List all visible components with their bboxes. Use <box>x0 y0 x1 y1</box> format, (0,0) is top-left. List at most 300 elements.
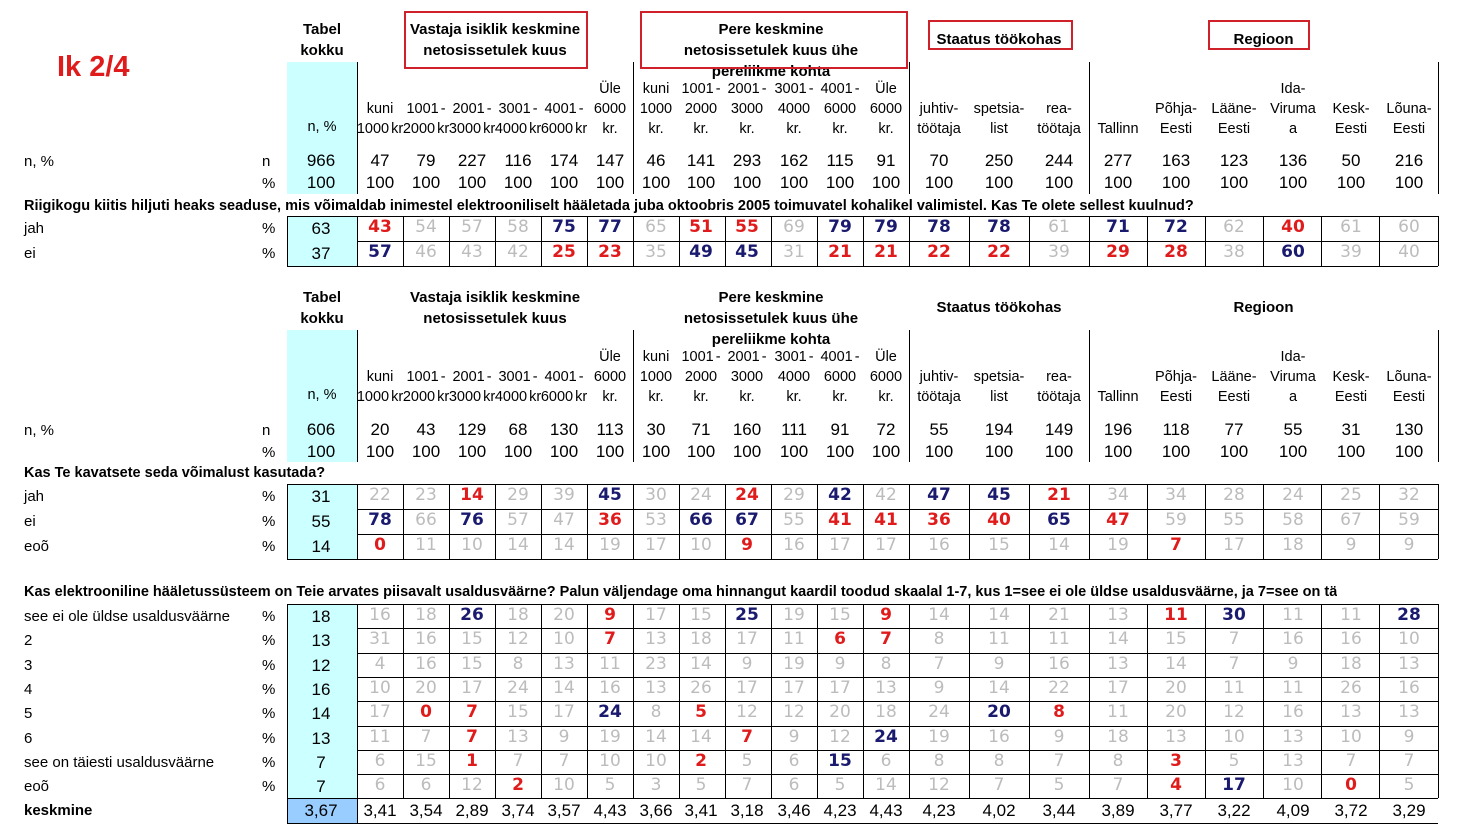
total-subheader: n, % <box>307 119 337 135</box>
pct-value: 100 <box>871 442 901 461</box>
cell-value: 20 <box>1165 702 1187 723</box>
row-total: 63 <box>311 219 331 238</box>
cell-value: 6 <box>788 750 800 771</box>
cell-value: 18 <box>875 702 897 723</box>
row-label: see ei ole üldse usaldusväärne <box>24 608 230 625</box>
n-label: n, % <box>24 153 55 170</box>
row-line <box>287 559 357 560</box>
cell-value: 39 <box>1340 242 1362 262</box>
cell-value: 2 <box>695 750 707 771</box>
mean-value: 3,66 <box>639 801 673 821</box>
row-unit: % <box>262 488 276 505</box>
cell-value: 9 <box>741 535 753 555</box>
cell-value: 65 <box>1047 510 1071 530</box>
cell-value: 7 <box>1112 775 1124 796</box>
col-line <box>287 798 288 822</box>
cell-value: 7 <box>558 750 570 771</box>
cell-value: 5 <box>1403 775 1415 796</box>
n-value: 91 <box>830 420 850 439</box>
n-value: 216 <box>1394 151 1424 170</box>
cell-value: 12 <box>736 702 758 723</box>
n-value: 55 <box>1283 420 1303 439</box>
mean-value: 3,77 <box>1159 801 1193 821</box>
n-value: 31 <box>1341 420 1361 439</box>
cell-value: 78 <box>368 510 392 530</box>
mean-value: 4,23 <box>823 801 857 821</box>
cell-value: 55 <box>735 217 759 237</box>
cell-value: 22 <box>987 242 1011 262</box>
n-value: 43 <box>416 420 436 439</box>
cell-value: 58 <box>1282 510 1304 530</box>
cell-value: 28 <box>1223 485 1245 505</box>
row-label: 4 <box>24 680 33 698</box>
group-header-3: Regioon <box>1233 31 1294 48</box>
cell-value: 41 <box>874 510 898 530</box>
pct-value: 100 <box>825 442 855 461</box>
n-value: 196 <box>1103 420 1133 439</box>
column-header: Kesk- Eesti <box>1332 369 1370 405</box>
cell-value: 11 <box>1164 605 1188 625</box>
cell-value: 25 <box>552 242 576 262</box>
cell-value: 57 <box>507 510 529 530</box>
cell-value: 11 <box>369 726 391 747</box>
page-label: Ik 2/4 <box>57 51 130 83</box>
row-unit: % <box>262 705 276 723</box>
col-line <box>1438 604 1439 798</box>
n-label: n, % <box>24 422 55 439</box>
column-header: 4001 - 6000 kr <box>540 369 588 405</box>
n-value: 116 <box>504 151 532 170</box>
group-header-3: Regioon <box>1233 299 1294 316</box>
cell-value: 5 <box>834 775 846 796</box>
cell-value: 24 <box>690 485 712 505</box>
pct-value: 100 <box>365 442 395 461</box>
column-header: spetsia- list <box>973 101 1025 137</box>
pct-value: 100 <box>1336 442 1366 461</box>
row-line <box>357 559 1438 560</box>
row-line <box>357 266 1438 267</box>
col-line <box>969 216 970 266</box>
cell-value: 18 <box>507 605 529 625</box>
cell-value: 36 <box>598 510 622 530</box>
cell-value: 60 <box>1281 242 1305 262</box>
col-line <box>1029 216 1030 266</box>
pct-value: 100 <box>1161 173 1191 192</box>
cell-value: 10 <box>690 535 712 555</box>
column-header: 1001 - 2000 kr. <box>681 81 721 137</box>
pct-unit: % <box>262 175 276 192</box>
cell-value: 7 <box>741 775 753 796</box>
cell-value: 10 <box>369 677 391 698</box>
cell-value: 77 <box>598 217 622 237</box>
header-col-line <box>1438 62 1439 194</box>
pct-value: 100 <box>549 173 579 192</box>
cell-value: 13 <box>1398 653 1420 674</box>
n-value: 162 <box>779 151 809 170</box>
cell-value: 5 <box>695 702 707 723</box>
cell-value: 26 <box>690 677 712 698</box>
group-header-2: Staatus töökohas <box>936 299 1062 316</box>
cell-value: 17 <box>461 677 483 698</box>
n-value: 141 <box>686 151 716 170</box>
row-label: eoõ <box>24 778 50 796</box>
cell-value: 17 <box>736 629 758 650</box>
cell-value: 40 <box>1398 242 1420 262</box>
n-value: 20 <box>370 420 390 439</box>
mean-value: 3,29 <box>1392 801 1426 821</box>
cell-value: 7 <box>604 629 616 650</box>
cell-value: 25 <box>735 605 759 625</box>
cell-value: 62 <box>1223 217 1245 237</box>
cell-value: 42 <box>507 242 529 262</box>
cell-value: 7 <box>466 726 478 747</box>
column-header: Ida- Viruma a <box>1270 81 1316 137</box>
cell-value: 28 <box>1397 605 1421 625</box>
pct-value: 100 <box>365 173 395 192</box>
cell-value: 5 <box>1228 750 1240 771</box>
cell-value: 16 <box>928 535 950 555</box>
pct-value: 100 <box>503 173 533 192</box>
mean-label: keskmine <box>24 802 93 820</box>
column-header: kuni 1000 kr. <box>639 349 673 405</box>
cell-value: 18 <box>690 629 712 650</box>
mean-value: 3,57 <box>547 801 581 821</box>
cell-value: 59 <box>1165 510 1187 530</box>
pct-value: 100 <box>1103 173 1133 192</box>
col-line <box>287 604 288 798</box>
cell-value: 53 <box>645 510 667 530</box>
pct-value: 100 <box>871 173 901 192</box>
n-value: 130 <box>549 420 579 439</box>
cell-value: 19 <box>599 726 621 747</box>
n-value: 79 <box>416 151 436 170</box>
cell-value: 22 <box>927 242 951 262</box>
cell-value: 9 <box>1403 535 1415 555</box>
cell-value: 36 <box>927 510 951 530</box>
cell-value: 12 <box>461 775 483 796</box>
cell-value: 4 <box>374 653 386 674</box>
cell-value: 17 <box>645 535 667 555</box>
cell-value: 20 <box>553 605 575 625</box>
n-value: 77 <box>1224 420 1244 439</box>
cell-value: 31 <box>783 242 805 262</box>
cell-value: 71 <box>1106 217 1130 237</box>
n-value: 130 <box>1394 420 1424 439</box>
cell-value: 9 <box>604 605 616 625</box>
row-total: 7 <box>316 777 326 797</box>
cell-value: 13 <box>1107 653 1129 674</box>
cell-value: 23 <box>645 653 667 674</box>
mean-value: 3,89 <box>1101 801 1135 821</box>
pct-value: 100 <box>1044 173 1074 192</box>
column-header: 3001 - 4000 kr. <box>774 349 814 405</box>
mean-value: 4,02 <box>982 801 1016 821</box>
n-value: 111 <box>781 420 807 439</box>
cell-value: 41 <box>828 510 852 530</box>
cell-value: 9 <box>1287 653 1299 674</box>
cell-value: 42 <box>875 485 897 505</box>
cell-value: 9 <box>1053 726 1065 747</box>
column-header: kuni 1000 kr <box>356 101 404 137</box>
row-label: see on täiesti usaldusväärne <box>24 753 215 771</box>
cell-value: 13 <box>507 726 529 747</box>
col-line <box>969 604 970 798</box>
n-value: 47 <box>370 151 390 170</box>
cell-value: 0 <box>420 702 432 723</box>
col-line <box>1321 216 1322 266</box>
cell-value: 17 <box>875 535 897 555</box>
row-line <box>287 266 357 267</box>
cell-value: 10 <box>553 629 575 650</box>
row-label: 6 <box>24 729 33 747</box>
cell-value: 10 <box>645 750 667 771</box>
cell-value: 17 <box>783 677 805 698</box>
cell-value: 7 <box>1403 750 1415 771</box>
cell-value: 7 <box>1053 750 1065 771</box>
column-header: Põhja- Eesti <box>1155 101 1197 137</box>
cell-value: 5 <box>604 775 616 796</box>
n-value: 70 <box>929 151 949 170</box>
cell-value: 18 <box>1107 726 1129 747</box>
column-header: 3001 - 4000 kr <box>494 101 542 137</box>
cell-value: 24 <box>874 726 898 747</box>
cell-value: 13 <box>645 629 667 650</box>
cell-value: 57 <box>461 217 483 237</box>
n-value: 91 <box>876 151 896 170</box>
total-subheader: n, % <box>307 387 337 403</box>
row-unit: % <box>262 753 276 771</box>
cell-value: 8 <box>1112 750 1124 771</box>
cell-value: 40 <box>987 510 1011 530</box>
cell-value: 29 <box>783 485 805 505</box>
pct-value: 100 <box>1103 442 1133 461</box>
cell-value: 11 <box>415 535 437 555</box>
cell-value: 17 <box>645 605 667 625</box>
pct-value: 100 <box>686 442 716 461</box>
cell-value: 47 <box>927 485 951 505</box>
column-header: Põhja- Eesti <box>1155 369 1197 405</box>
cell-value: 19 <box>928 726 950 747</box>
row-unit: % <box>262 245 276 262</box>
column-header: rea- töötaja <box>1037 101 1081 137</box>
cell-value: 65 <box>645 217 667 237</box>
mean-value: 3,72 <box>1334 801 1368 821</box>
mean-value: 3,41 <box>363 801 397 821</box>
highlight-box <box>928 20 1073 50</box>
row-label: jah <box>24 488 45 505</box>
cell-value: 15 <box>988 535 1010 555</box>
row-label: 5 <box>24 705 33 723</box>
row-label: 2 <box>24 632 33 650</box>
mean-value: 3,22 <box>1217 801 1251 821</box>
cell-value: 16 <box>1398 677 1420 698</box>
row-line <box>287 216 357 217</box>
cell-value: 7 <box>420 726 432 747</box>
pct-total: 100 <box>306 173 336 192</box>
mean-value: 3,18 <box>730 801 764 821</box>
row-unit: % <box>262 608 276 625</box>
cell-value: 78 <box>987 217 1011 237</box>
total-header: Tabel kokku <box>300 289 344 327</box>
cell-value: 7 <box>741 726 753 747</box>
column-header: juhtiv- töötaja <box>917 369 961 405</box>
pct-value: 100 <box>457 442 487 461</box>
pct-value: 100 <box>1044 442 1074 461</box>
cell-value: 16 <box>415 629 437 650</box>
cell-value: 14 <box>928 605 950 625</box>
cell-value: 9 <box>558 726 570 747</box>
cell-value: 5 <box>695 775 707 796</box>
cell-value: 79 <box>874 217 898 237</box>
row-unit: % <box>262 729 276 747</box>
mean-value: 4,23 <box>922 801 956 821</box>
cell-value: 18 <box>1340 653 1362 674</box>
cell-value: 25 <box>1340 485 1362 505</box>
row-total: 37 <box>311 244 331 263</box>
cell-value: 10 <box>553 775 575 796</box>
cell-value: 45 <box>735 242 759 262</box>
n-value: 71 <box>691 420 711 439</box>
cell-value: 10 <box>1223 726 1245 747</box>
cell-value: 15 <box>461 653 483 674</box>
cell-value: 15 <box>507 702 529 723</box>
pct-value: 100 <box>779 442 809 461</box>
cell-value: 12 <box>928 775 950 796</box>
cell-value: 61 <box>1340 217 1362 237</box>
cell-value: 21 <box>1047 485 1071 505</box>
column-header: Lõuna- Eesti <box>1386 101 1432 137</box>
n-value: 115 <box>826 151 854 170</box>
cell-value: 47 <box>553 510 575 530</box>
column-header: Üle 6000 kr. <box>593 81 627 137</box>
row-total: 16 <box>311 679 331 699</box>
cell-value: 15 <box>461 629 483 650</box>
pct-value: 100 <box>1278 442 1308 461</box>
cell-value: 10 <box>1398 629 1420 650</box>
cell-value: 43 <box>461 242 483 262</box>
cell-value: 9 <box>788 726 800 747</box>
pct-value: 100 <box>503 442 533 461</box>
cell-value: 16 <box>1282 702 1304 723</box>
n-value: 244 <box>1044 151 1074 170</box>
pct-unit: % <box>262 444 276 461</box>
cell-value: 18 <box>415 605 437 625</box>
n-value: 118 <box>1162 420 1190 439</box>
cell-value: 57 <box>368 242 392 262</box>
cell-value: 13 <box>1282 726 1304 747</box>
col-line <box>1263 484 1264 559</box>
cell-value: 34 <box>1107 485 1129 505</box>
n-value: 227 <box>457 151 487 170</box>
column-header: 4001 - 6000 kr <box>540 101 588 137</box>
cell-value: 67 <box>1340 510 1362 530</box>
n-unit: n <box>262 153 271 170</box>
cell-value: 46 <box>415 242 437 262</box>
column-header: rea- töötaja <box>1037 369 1081 405</box>
n-value: 277 <box>1103 151 1133 170</box>
cell-value: 14 <box>553 677 575 698</box>
cell-value: 13 <box>645 677 667 698</box>
cell-value: 45 <box>987 485 1011 505</box>
column-header: Lõuna- Eesti <box>1386 369 1432 405</box>
cell-value: 6 <box>374 750 386 771</box>
cell-value: 14 <box>1048 535 1070 555</box>
col-line <box>1379 216 1380 266</box>
row-total: 13 <box>311 728 331 748</box>
col-line <box>1089 216 1090 266</box>
cell-value: 51 <box>689 217 713 237</box>
row-total: 7 <box>316 752 326 772</box>
cell-value: 19 <box>783 605 805 625</box>
cell-value: 29 <box>507 485 529 505</box>
cell-value: 24 <box>507 677 529 698</box>
row-unit: % <box>262 220 276 237</box>
cell-value: 66 <box>689 510 713 530</box>
col-line <box>1205 604 1206 798</box>
row-total: 12 <box>311 655 331 675</box>
pct-value: 100 <box>1161 442 1191 461</box>
col-line <box>287 484 288 559</box>
cell-value: 11 <box>783 629 805 650</box>
cell-value: 13 <box>1398 702 1420 723</box>
column-header: Lääne- Eesti <box>1211 101 1257 137</box>
cell-value: 40 <box>1281 217 1305 237</box>
n-value: 250 <box>984 151 1014 170</box>
cell-value: 23 <box>598 242 622 262</box>
col-line <box>1205 484 1206 559</box>
highlight-box <box>640 11 908 69</box>
cell-value: 16 <box>1282 629 1304 650</box>
col-line <box>287 216 288 266</box>
cell-value: 10 <box>599 750 621 771</box>
column-header: 2001 - 3000 kr <box>448 369 496 405</box>
cell-value: 16 <box>415 653 437 674</box>
pct-value: 100 <box>984 173 1014 192</box>
question-text: Kas Te kavatsete seda võimalust kasutada? <box>24 466 326 481</box>
cell-value: 13 <box>1107 605 1129 625</box>
cell-value: 9 <box>1403 726 1415 747</box>
cell-value: 24 <box>928 702 950 723</box>
cell-value: 42 <box>828 485 852 505</box>
n-value: 147 <box>595 151 625 170</box>
cell-value: 0 <box>374 535 386 555</box>
n-value: 50 <box>1341 151 1361 170</box>
column-header: 1001 - 2000 kr. <box>681 349 721 405</box>
cell-value: 11 <box>1223 677 1245 698</box>
cell-value: 55 <box>1223 510 1245 530</box>
cell-value: 17 <box>829 535 851 555</box>
cell-value: 6 <box>374 775 386 796</box>
cell-value: 39 <box>1048 242 1070 262</box>
cell-value: 66 <box>415 510 437 530</box>
column-header: Tallinn <box>1097 389 1139 405</box>
header-col-line <box>1438 330 1439 462</box>
row-total: 14 <box>311 704 331 724</box>
cell-value: 8 <box>512 653 524 674</box>
cell-value: 14 <box>645 726 667 747</box>
cell-value: 7 <box>1170 535 1182 555</box>
cell-value: 11 <box>1340 605 1362 625</box>
cell-value: 8 <box>993 750 1005 771</box>
cell-value: 26 <box>1340 677 1362 698</box>
mean-value: 4,43 <box>869 801 903 821</box>
column-header: 4001 - 6000 kr. <box>820 349 860 405</box>
n-value: 123 <box>1219 151 1249 170</box>
n-value: 68 <box>508 420 528 439</box>
header-col-line <box>1089 330 1090 462</box>
cell-value: 32 <box>1398 485 1420 505</box>
cell-value: 7 <box>933 653 945 674</box>
